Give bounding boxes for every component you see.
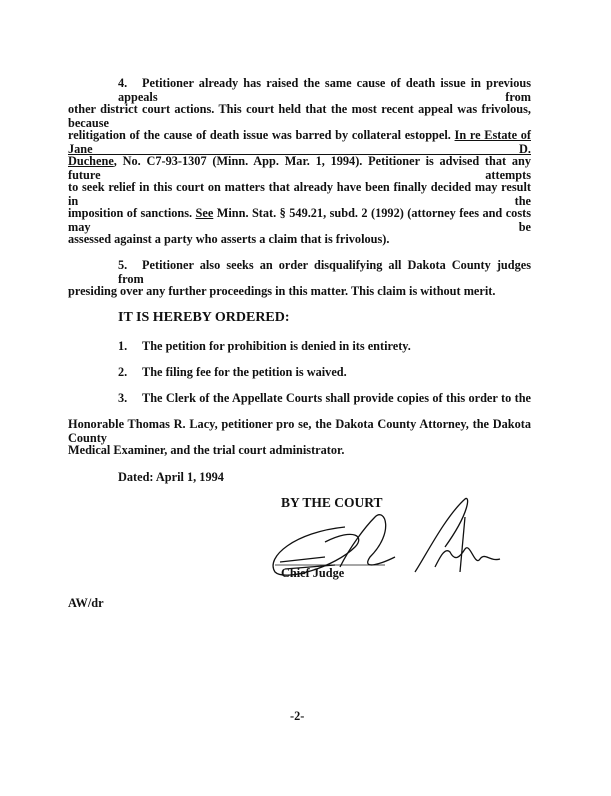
text: Petitioner also seeks an order disqualifying all Dakota County judges from — [118, 258, 531, 286]
order-number: 1. — [118, 339, 128, 353]
dated-line: Dated: April 1, 1994 — [118, 470, 224, 484]
para4-line4 — [68, 154, 531, 182]
case-citation: Duchene — [68, 154, 114, 168]
para4-line2: other district court actions. This court held that the most recent appeal was frivolous, because — [68, 102, 531, 130]
text: The petition for prohibition is denied in its entirety. — [142, 339, 411, 353]
para5-line2: presiding over any further proceedings in this matter. This claim is without merit. — [68, 284, 496, 298]
ordered-heading: IT IS HEREBY ORDERED: — [118, 310, 290, 325]
para4-line3 — [68, 128, 531, 156]
signature-title: Chief Judge — [281, 566, 345, 580]
order-number: 2. — [118, 365, 128, 379]
para4-line6 — [68, 206, 531, 234]
page-number: -2- — [290, 709, 305, 723]
case-citation: In re Estate of Jane D. — [68, 128, 531, 156]
para4-line7: assessed against a party who asserts a claim that is frivolous). — [68, 232, 390, 246]
text: , No. C7-93-1307 (Minn. App. Mar. 1, 1994). Petitioner is advised that any future attempts — [68, 154, 531, 182]
order-item-3 — [118, 391, 531, 405]
text: Minn. Stat. § 549.21, subd. 2 (1992) (attorney fees and costs may be — [68, 206, 531, 234]
order-number: 3. — [118, 391, 128, 405]
para-number: 4. — [118, 76, 128, 90]
by-the-court: BY THE COURT — [281, 495, 383, 510]
text: relitigation of the cause of death issue was barred by collateral estoppel. — [68, 128, 451, 142]
order-item-1 — [118, 339, 531, 353]
order-item-3-cont1: Honorable Thomas R. Lacy, petitioner pro se, the Dakota County Attorney, the Dakota County — [68, 417, 531, 445]
signal-see: See — [195, 206, 214, 220]
para4-line5: to seek relief in this court on matters that already have been finally decided may result in the — [68, 180, 531, 208]
para-number: 5. — [118, 258, 128, 272]
text: The filing fee for the petition is waived. — [142, 365, 347, 379]
order-item-3-cont2: Medical Examiner, and the trial court administrator. — [68, 443, 345, 457]
text: imposition of sanctions. — [68, 206, 193, 220]
para4-line1 — [118, 76, 531, 104]
text: The Clerk of the Appellate Courts shall provide copies of this order to the — [142, 391, 531, 405]
text: Petitioner already has raised the same cause of death issue in previous appeals from — [118, 76, 531, 104]
order-item-2 — [118, 365, 531, 379]
typist-initials: AW/dr — [68, 596, 104, 610]
para5-line1 — [118, 258, 531, 286]
